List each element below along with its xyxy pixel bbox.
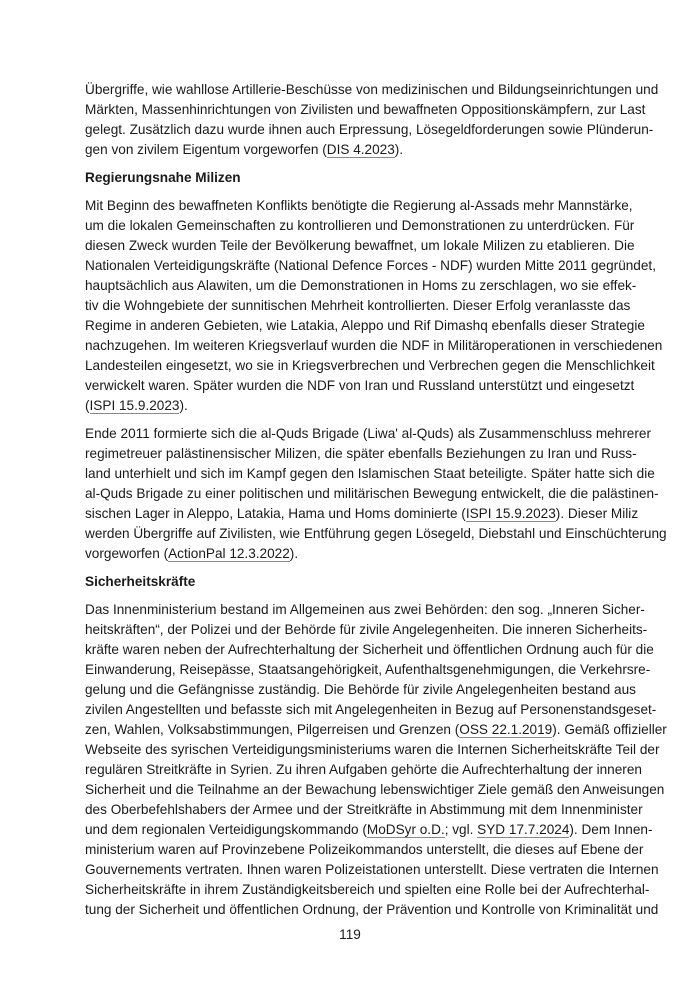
text-segment: ( <box>85 398 90 413</box>
text-segment: ; vgl. <box>444 822 478 837</box>
text-line <box>85 396 606 416</box>
paragraph <box>85 600 667 920</box>
text-line <box>85 720 667 740</box>
text-line <box>85 276 637 296</box>
text-segment: Mit Beginn des bewaffneten Konflikts benötigte die Regierung al-Assads mehr Mannstärke, <box>85 198 633 213</box>
text-segment: sischen Lager in Aleppo, Latakia, Hama und Homs dominierte ( <box>85 506 466 521</box>
paragraph <box>85 424 667 564</box>
text-line <box>85 376 635 396</box>
text-line <box>85 120 654 140</box>
text-segment: land unterhielt und sich im Kampf gegen den Islamischen Staat beteiligte. Später hatte sich die <box>85 466 655 481</box>
text-line <box>85 700 657 720</box>
text-segment: al-Quds Brigade zu einer politischen und militärischen Bewegung entwickelt, die die palästinen- <box>85 486 659 501</box>
text-segment: Webseite des syrischen Verteidigungsministeriums waren die Internen Sicherheitskräfte Teil der <box>85 742 660 757</box>
text-segment: ). <box>289 546 299 561</box>
text-segment: verwickelt waren. Später wurden die NDF von Iran und Russland unterstützt und eingesetzt <box>85 378 635 393</box>
text-segment: tiv die Wohngebiete der sunnitischen Mehrheit kontrollierten. Dieser Erfolg veranlasste das <box>85 298 631 313</box>
text-segment: Übergriffe, wie wahllose Artillerie-Beschüsse von medizinischen und Bildungseinrichtungen und <box>85 82 659 97</box>
text-segment: hauptsächlich aus Alawiten, um die Demonstrationen in Homs zu zerschlagen, wo sie effek- <box>85 278 637 293</box>
text-segment: Ende 2011 formierte sich die al-Quds Brigade (Liwa' al-Quds) als Zusammenschluss mehrerer <box>85 426 651 441</box>
text-line <box>85 424 651 444</box>
text-line <box>85 820 653 840</box>
text-line <box>85 336 663 356</box>
citation-link[interactable]: DIS 4.2023 <box>326 142 395 157</box>
text-segment: gen von zivilem Eigentum vorgeworfen ( <box>85 142 327 157</box>
text-line <box>85 504 639 524</box>
text-segment: Gouvernements vertraten. Ihnen waren Polizeistationen unterstellt. Diese vertraten die Internen <box>85 862 659 877</box>
text-segment: kräfte waren neben der Aufrechterhaltung der Sicherheit und öffentlichen Ordnung auch für die <box>85 642 654 657</box>
text-segment: Sicherheitskräfte in ihrem Zuständigkeitsbereich und spielten eine Rolle bei der Aufrechterhal- <box>85 882 650 897</box>
page-number: 119 <box>339 927 361 942</box>
text-line <box>85 256 656 276</box>
text-line <box>85 740 660 760</box>
text-line <box>85 444 637 464</box>
text-segment: ). Gemäß offizieller <box>552 722 667 737</box>
text-segment: Nationalen Verteidigungskräfte (National Defence Forces - NDF) wurden Mitte 2011 gegründet, <box>85 258 656 273</box>
text-line <box>85 600 645 620</box>
paragraph <box>85 80 659 160</box>
text-segment: Landesteilen eingesetzt, wo sie in Kriegsverbrechen und Verbrechen gegen die Menschlichkeit <box>85 358 655 373</box>
text-line <box>85 80 659 100</box>
text-segment: diesen Zweck wurden Teile der Bevölkerung bewaffnet, um lokale Milizen zu etablieren. Die <box>85 238 635 253</box>
text-segment: ministerium waren auf Provinzebene Polizeikommandos unterstellt, die dieses auf Ebene der <box>85 842 644 857</box>
citation-link[interactable]: ISPI 15.9.2023 <box>89 398 180 413</box>
text-line <box>85 524 667 544</box>
text-line <box>85 760 642 780</box>
text-segment: ). <box>179 398 188 413</box>
text-line <box>85 860 659 880</box>
text-segment: Einwanderung, Reisepässe, Staatsangehörigkeit, Aufenthaltsgenehmigungen, die Verkehrsre- <box>85 662 651 677</box>
text-line <box>85 900 659 920</box>
text-segment: des Oberbefehlshabers der Armee und der Streitkräfte in Abstimmung mit dem Innenminister <box>85 802 643 817</box>
text-segment: tung der Sicherheit und öffentlichen Ordnung, der Prävention und Kontrolle von Kriminalität und <box>85 902 659 917</box>
text-line <box>85 236 635 256</box>
text-line <box>85 840 644 860</box>
document-body <box>85 80 667 928</box>
text-segment: Märkten, Massenhinrichtungen von Zivilisten und bewaffneten Oppositionskämpfern, zur Last <box>85 102 646 117</box>
text-line <box>85 216 635 236</box>
text-line <box>85 620 648 640</box>
text-segment: regimetreuer palästinensischer Milizen, die später ebenfalls Beziehungen zu Iran und Russ- <box>85 446 637 461</box>
text-segment: werden Übergriffe auf Zivilisten, wie Entführung gegen Lösegeld, Diebstahl und Einschüchterung <box>85 526 667 541</box>
text-segment: ). <box>394 142 404 157</box>
text-segment: Sicherheit und die Teilnahme an der Bewachung lebenswichtiger Ziele gemäß den Anweisungen <box>85 782 665 797</box>
citation-link[interactable]: ActionPal 12.3.2022 <box>168 546 290 561</box>
text-segment: regulären Streitkräfte in Syrien. Zu ihren Aufgaben gehörte die Aufrechterhaltung der inneren <box>85 762 642 777</box>
text-line <box>85 196 633 216</box>
text-line <box>85 356 655 376</box>
citation-link[interactable]: ISPI 15.9.2023 <box>465 506 556 521</box>
text-line <box>85 880 650 900</box>
text-line <box>85 464 655 484</box>
text-line <box>85 780 665 800</box>
citation-link[interactable]: OSS 22.1.2019 <box>459 722 553 737</box>
text-segment: gelung und die Gefängnisse zuständig. Die Behörde für zivile Angelegenheiten bestand aus <box>85 682 636 697</box>
text-segment: vorgeworfen ( <box>85 546 169 561</box>
text-line <box>85 100 646 120</box>
text-line <box>85 680 636 700</box>
text-line <box>85 316 645 336</box>
text-segment: ). Dieser Miliz <box>555 506 639 521</box>
text-segment: heitskräften“, der Polizei und der Behörde für zivile Angelegenheiten. Die inneren Sicherheits- <box>85 622 648 637</box>
text-segment: zen, Wahlen, Volksabstimmungen, Pilgerreisen und Grenzen ( <box>85 722 460 737</box>
text-segment: Das Innenministerium bestand im Allgemeinen aus zwei Behörden: den sog. „Inneren Sicher- <box>85 602 645 617</box>
text-segment: nachzugehen. Im weiteren Kriegsverlauf wurden die NDF in Militäroperationen in verschiedenen <box>85 338 663 353</box>
text-line <box>85 140 606 160</box>
text-segment: zivilen Angestellten und befasste sich mit Angelegenheiten in Bezug auf Personenstandsgeset- <box>85 702 657 717</box>
text-segment: ). Dem Innen- <box>569 822 653 837</box>
paragraph <box>85 196 663 416</box>
text-line <box>85 800 643 820</box>
text-line <box>85 484 659 504</box>
citation-link[interactable]: SYD 17.7.2024 <box>477 822 570 837</box>
text-segment: Regime in anderen Gebieten, wie Latakia, Aleppo und Rif Dimashq ebenfalls dieser Strategie <box>85 318 645 333</box>
text-line <box>85 660 651 680</box>
text-line <box>85 296 631 316</box>
text-segment: und dem regionalen Verteidigungskommando ( <box>85 822 367 837</box>
section-heading: Regierungsnahe Milizen <box>85 170 241 185</box>
citation-link[interactable]: MoDSyr o.D. <box>366 822 445 837</box>
text-line <box>85 544 606 564</box>
text-segment: um die lokalen Gemeinschaften zu kontrollieren und Demonstrationen zu unterdrücken. Für <box>85 218 635 233</box>
text-line <box>85 640 654 660</box>
section-heading: Sicherheitskräfte <box>85 574 196 589</box>
text-segment: gelegt. Zusätzlich dazu wurde ihnen auch Erpressung, Lösegeldforderungen sowie Plünderun- <box>85 122 654 137</box>
